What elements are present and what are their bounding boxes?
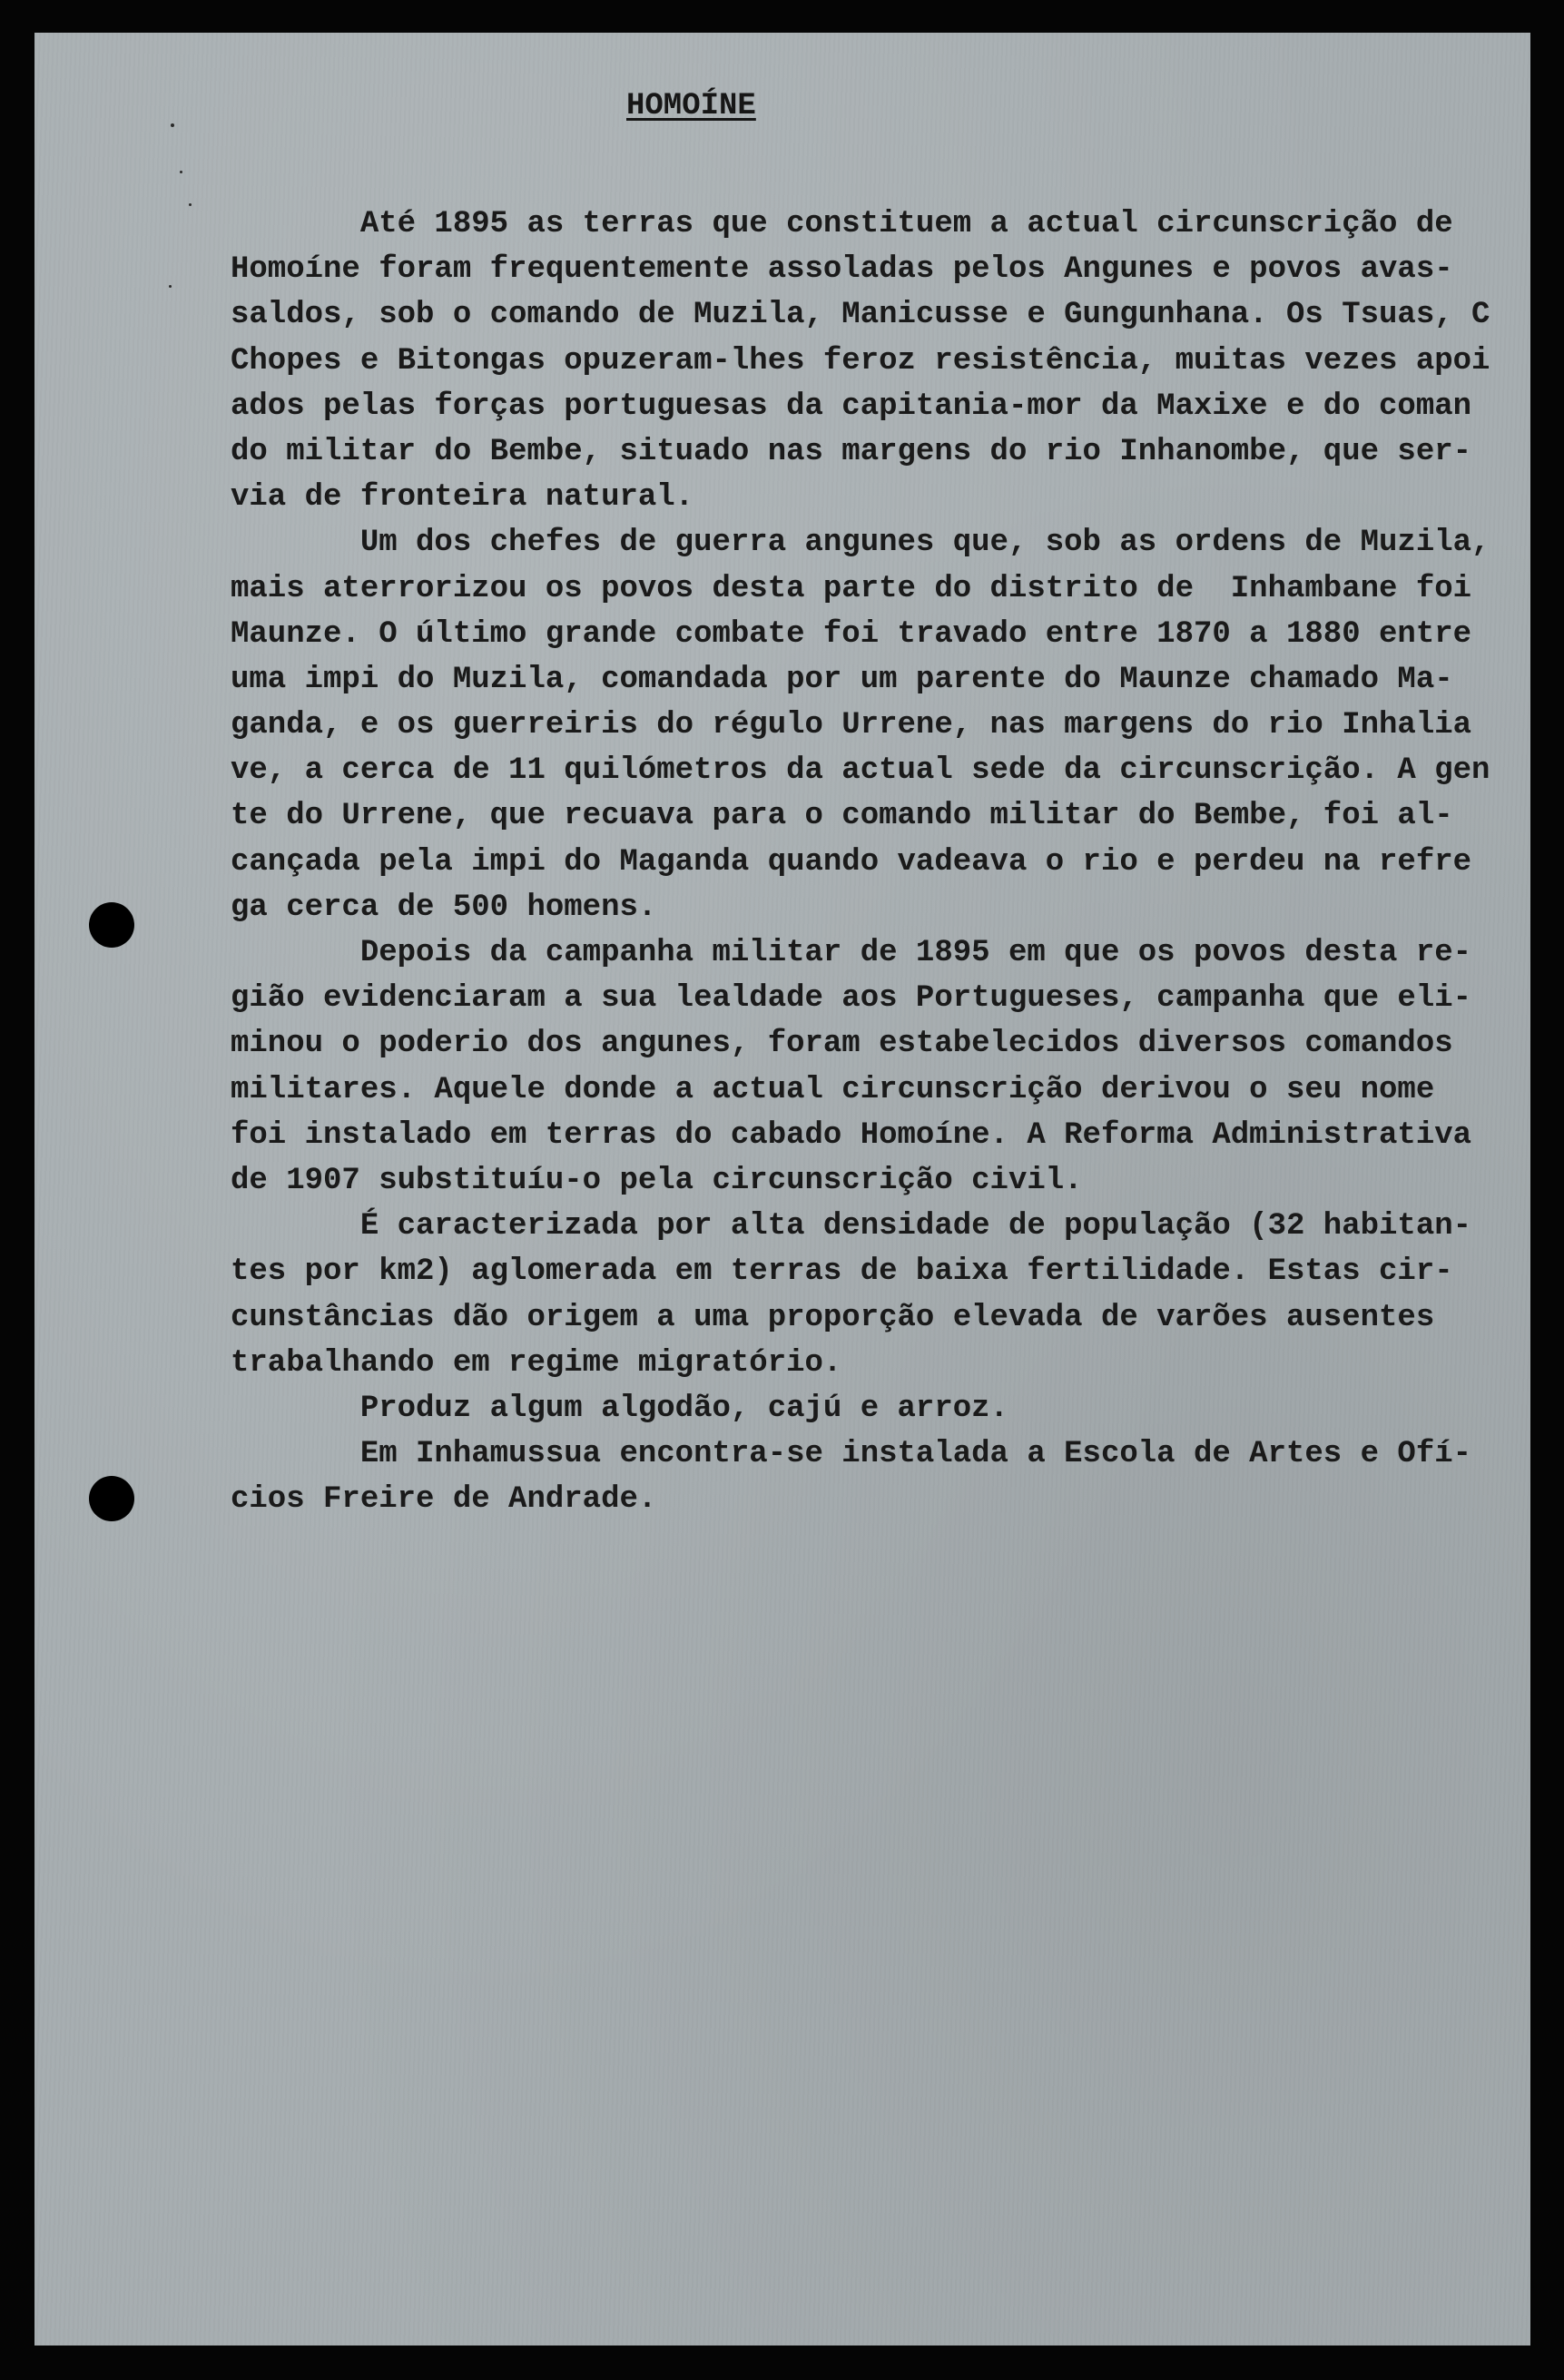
text-line: mais aterrorizou os povos desta parte do distrito de Inhambane foi <box>231 571 1472 606</box>
text-line: foi instalado em terras do cabado Homoíne. A Reforma Administrativa <box>231 1117 1472 1153</box>
text-line: de 1907 substituíu-o pela circunscrição civil. <box>231 1163 1083 1198</box>
text-line: te do Urrene, que recuava para o comando militar do Bembe, foi al- <box>231 799 1453 834</box>
text-line: Chopes e Bitongas opuzeram-lhes feroz resistência, muitas vezes apoi <box>231 343 1490 379</box>
text-line: militares. Aquele donde a actual circunscrição derivou o seu nome <box>231 1072 1435 1107</box>
text-line: saldos, sob o comando de Muzila, Manicusse e Gungunhana. Os Tsuas, C <box>231 298 1490 333</box>
text-line: ganda, e os guerreiris do régulo Urrene, nas margens do rio Inhalia <box>231 708 1472 743</box>
ink-speck <box>169 285 172 288</box>
document-body <box>231 202 1538 1522</box>
ink-speck <box>189 203 192 206</box>
text-line: ga cerca de 500 homens. <box>231 890 657 925</box>
text-line: trabalhando em regime migratório. <box>231 1345 842 1381</box>
text-line: Depois da campanha militar de 1895 em que os povos desta re- <box>231 936 1472 970</box>
text-line: Homoíne foram frequentemente assoladas pelos Angunes e povos avas- <box>231 252 1453 288</box>
punch-hole <box>89 902 134 948</box>
text-line: gião evidenciaram a sua lealdade aos Portugueses, campanha que eli- <box>231 981 1472 1017</box>
text-line: uma impi do Muzila, comandada por um parente do Maunze chamado Ma- <box>231 662 1453 697</box>
text-line: Maunze. O último grande combate foi travado entre 1870 a 1880 entre <box>231 616 1472 652</box>
text-line: cunstâncias dão origem a uma proporção elevada de varões ausentes <box>231 1300 1435 1335</box>
text-line: via de fronteira natural. <box>231 480 694 516</box>
ink-speck <box>171 123 174 127</box>
text-line: cios Freire de Andrade. <box>231 1482 657 1518</box>
text-line: É caracterizada por alta densidade de população (32 habitan- <box>231 1209 1472 1244</box>
ink-speck <box>180 171 182 173</box>
punch-hole <box>89 1476 134 1521</box>
text-line: ados pelas forças portuguesas da capitania-mor da Maxixe e do coman <box>231 388 1472 424</box>
text-line: minou o poderio dos angunes, foram estabelecidos diversos comandos <box>231 1027 1453 1062</box>
text-line: Produz algum algodão, cajú e arroz. <box>231 1391 1008 1426</box>
text-line: ve, a cerca de 11 quilómetros da actual sede da circunscrição. A gen <box>231 753 1490 789</box>
text-line: Até 1895 as terras que constituem a actual circunscrição de <box>231 207 1453 241</box>
text-line: do militar do Bembe, situado nas margens do rio Inhanombe, que ser- <box>231 434 1472 469</box>
text-line: tes por km2) aglomerada em terras de baixa fertilidade. Estas cir- <box>231 1254 1453 1290</box>
text-line: Em Inhamussua encontra-se instalada a Escola de Artes e Ofí- <box>231 1437 1472 1472</box>
document-title: HOMOÍNE <box>626 89 756 123</box>
text-line: Um dos chefes de guerra angunes que, sob as ordens de Muzila, <box>231 526 1490 561</box>
text-line: cançada pela impi do Maganda quando vadeava o rio e perdeu na refre <box>231 844 1472 880</box>
